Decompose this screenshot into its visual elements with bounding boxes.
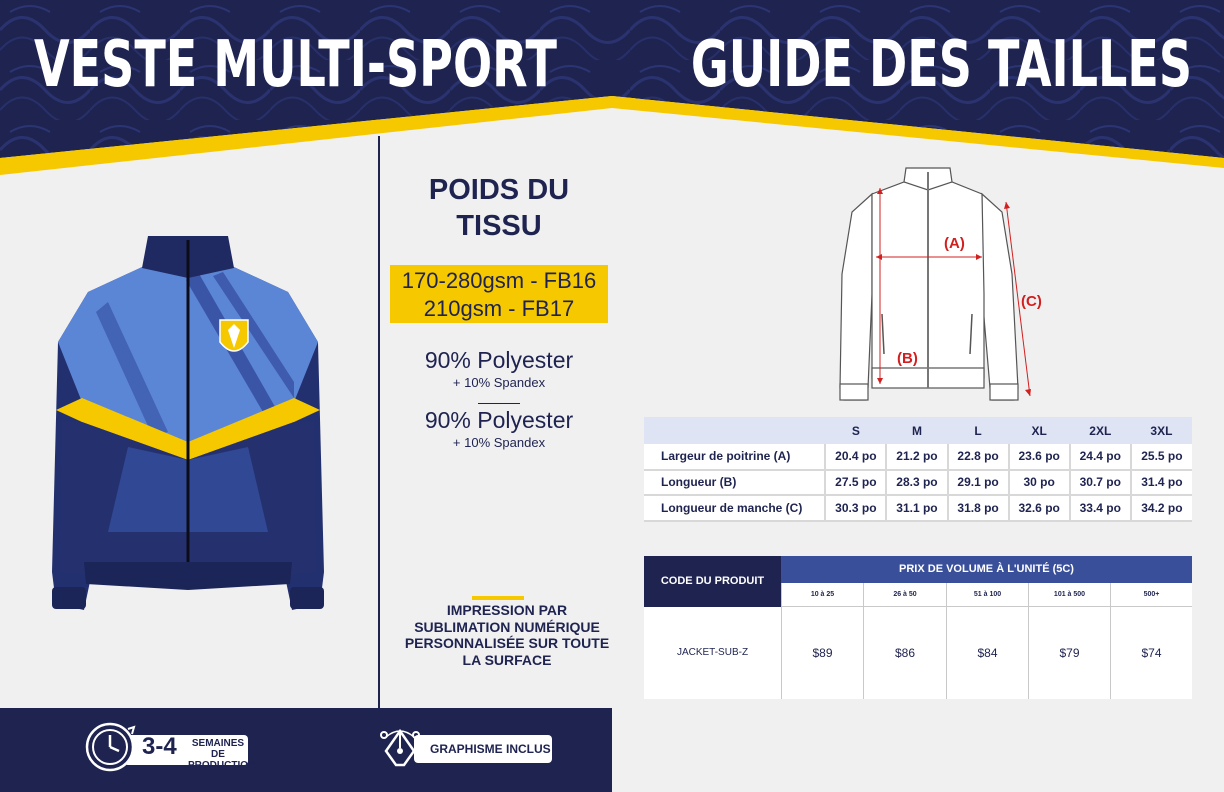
measurement-label: Largeur de poitrine (A) (644, 444, 825, 470)
measurement-value: 30 po (1009, 470, 1070, 496)
size-table (644, 417, 1192, 522)
measurement-value: 31.1 po (886, 495, 947, 521)
product-title: VESTE MULTI-SPORT (34, 28, 557, 102)
composition-sub-2: + 10% Spandex (452, 435, 546, 450)
measurement-value: 31.8 po (948, 495, 1009, 521)
price-value: $86 (863, 607, 946, 699)
production-weeks: 3-4 (142, 733, 177, 760)
measurement-value: 27.5 po (825, 470, 886, 496)
print-line: PERSONNALISÉE SUR TOUTE (404, 635, 610, 651)
measurement-label: Longueur de manche (C) (644, 495, 825, 521)
product-code: JACKET-SUB-Z (676, 647, 749, 658)
quantity-tier: 500+ (1110, 583, 1192, 607)
size-header: 3XL (1131, 417, 1192, 444)
fabric-weight-line1: 170-280gsm - FB16 (401, 268, 597, 293)
measurement-value: 24.4 po (1070, 444, 1131, 470)
print-line: LA SURFACE (462, 651, 552, 668)
quantity-tier: 51 à 100 (946, 583, 1028, 607)
pen-tool-icon (374, 721, 426, 773)
size-header: S (825, 417, 886, 444)
size-guide-title: GUIDE DES TAILLES (690, 28, 1192, 102)
diagram-label-c: (C) (1021, 293, 1042, 310)
print-line: IMPRESSION PAR (446, 602, 568, 618)
size-diagram (832, 164, 1052, 406)
composition-sub-1: + 10% Spandex (452, 375, 546, 390)
clock-icon (84, 721, 136, 773)
measurement-value: 23.6 po (1009, 444, 1070, 470)
production-label (188, 738, 256, 771)
measurement-value: 34.2 po (1131, 495, 1192, 521)
print-accent-bar (472, 596, 524, 600)
production-label-line1: SEMAINES DE (191, 738, 245, 760)
print-description (398, 602, 616, 668)
diagram-label-b: (B) (897, 350, 918, 367)
price-value: $84 (946, 607, 1028, 699)
size-header: M (886, 417, 947, 444)
production-time-badge (84, 721, 266, 773)
table-row (644, 444, 1192, 470)
fabric-weight-box (390, 265, 608, 323)
table-row (644, 470, 1192, 496)
measurement-value: 20.4 po (825, 444, 886, 470)
diagram-label-a: (A) (944, 235, 965, 252)
measurement-value: 30.3 po (825, 495, 886, 521)
quantity-tier: 10 à 25 (781, 583, 863, 607)
fabric-weight-title-line1: POIDS DU (428, 174, 570, 206)
table-row (644, 495, 1192, 521)
price-value: $74 (1110, 607, 1192, 699)
column-divider (378, 136, 380, 708)
measurement-value: 22.8 po (948, 444, 1009, 470)
fabric-weight-line2: 210gsm - FB17 (423, 296, 575, 321)
print-line: SUBLIMATION NUMÉRIQUE (414, 618, 600, 635)
quantity-tier: 26 à 50 (863, 583, 946, 607)
price-value: $89 (781, 607, 863, 699)
size-header: XL (1009, 417, 1070, 444)
measurement-value: 32.6 po (1009, 495, 1070, 521)
composition-main-2: 90% Polyester (424, 407, 574, 433)
measurement-value: 21.2 po (886, 444, 947, 470)
volume-price-header: PRIX DE VOLUME À L'UNITÉ (5C) (781, 556, 1192, 583)
price-table (644, 556, 1192, 699)
design-included-label: GRAPHISME INCLUS (430, 742, 551, 756)
production-label-line2: PRODUCTION (188, 760, 256, 771)
quantity-tier: 101 à 500 (1028, 583, 1110, 607)
measurement-label: Longueur (B) (644, 470, 825, 496)
jacket-image (48, 232, 328, 617)
measurement-value: 28.3 po (886, 470, 947, 496)
fabric-weight-title-line2: TISSU (456, 210, 542, 242)
measurement-value: 25.5 po (1131, 444, 1192, 470)
product-code-header: CODE DU PRODUIT (644, 556, 781, 607)
design-included-badge (374, 721, 554, 773)
size-header: L (948, 417, 1009, 444)
price-value: $79 (1028, 607, 1110, 699)
size-header-blank (644, 417, 825, 444)
fabric-weight-title (398, 172, 600, 244)
measurement-value: 31.4 po (1131, 470, 1192, 496)
measurement-value: 29.1 po (948, 470, 1009, 496)
size-header: 2XL (1070, 417, 1131, 444)
composition-main-1: 90% Polyester (424, 347, 574, 373)
measurement-value: 33.4 po (1070, 495, 1131, 521)
measurement-value: 30.7 po (1070, 470, 1131, 496)
composition-divider (478, 403, 520, 404)
size-header-row (644, 417, 1192, 444)
